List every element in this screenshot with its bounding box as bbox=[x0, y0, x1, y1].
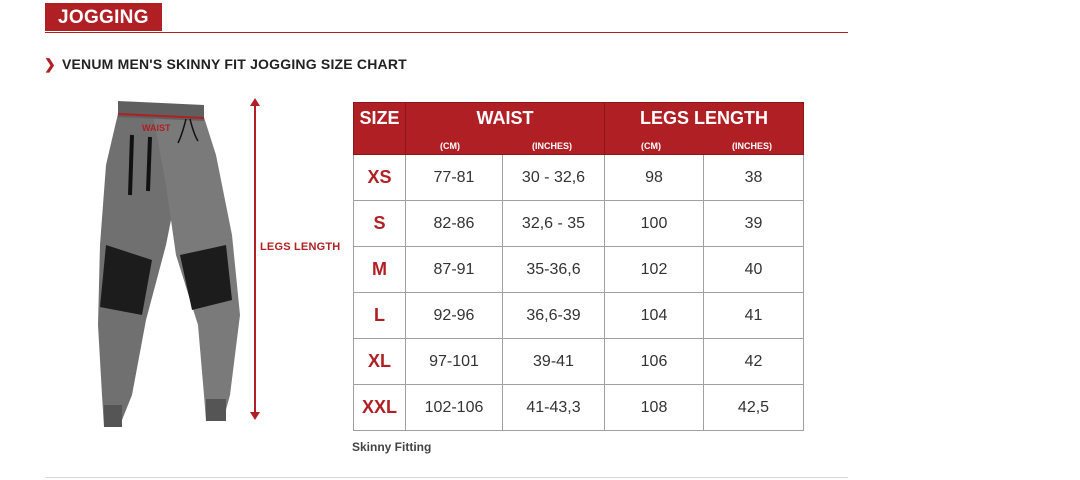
size-cell: XL bbox=[354, 339, 406, 385]
table-row bbox=[354, 247, 804, 293]
chevron-right-icon: ❯ bbox=[44, 56, 56, 72]
table-row bbox=[354, 201, 804, 247]
legs-cm-unit: (CM) bbox=[641, 141, 661, 151]
size-table bbox=[353, 102, 804, 431]
size-cell: XXL bbox=[354, 385, 406, 431]
waist-inches-cell: 41-43,3 bbox=[503, 385, 605, 431]
jogging-pants-image bbox=[80, 95, 250, 435]
waist-cm-unit: (CM) bbox=[440, 141, 460, 151]
size-cell: XS bbox=[354, 155, 406, 201]
table-row bbox=[354, 385, 804, 431]
chart-title-text: VENUM MEN'S SKINNY FIT JOGGING SIZE CHART bbox=[61, 56, 407, 72]
table-row bbox=[354, 339, 804, 385]
waist-inches-cell: 35-36,6 bbox=[503, 247, 605, 293]
section-header bbox=[45, 3, 848, 33]
legs-cm-cell: 106 bbox=[605, 339, 704, 385]
legs-inches-cell: 40 bbox=[704, 247, 804, 293]
chart-title bbox=[44, 56, 407, 73]
legs-header-label: LEGS LENGTH bbox=[639, 108, 768, 128]
table-row bbox=[354, 155, 804, 201]
legs-cm-cell: 102 bbox=[605, 247, 704, 293]
pants-cuff-right bbox=[206, 399, 226, 421]
size-cell: L bbox=[354, 293, 406, 339]
footer-divider bbox=[45, 477, 848, 478]
legs-cm-cell: 100 bbox=[605, 201, 704, 247]
legs-length-dimension-line bbox=[254, 101, 256, 417]
legs-inches-cell: 38 bbox=[704, 155, 804, 201]
pants-zip-left bbox=[130, 135, 132, 195]
size-cell: S bbox=[354, 201, 406, 247]
pants-zip-right bbox=[148, 137, 150, 191]
pants-cuff-left bbox=[104, 405, 122, 427]
waist-cm-cell: 92-96 bbox=[406, 293, 503, 339]
legs-header bbox=[605, 103, 804, 155]
legs-length-arrow-down-icon bbox=[250, 412, 260, 420]
table-row bbox=[354, 293, 804, 339]
legs-inches-cell: 42,5 bbox=[704, 385, 804, 431]
waist-header-label: WAIST bbox=[476, 108, 534, 128]
waist-inches-cell: 36,6-39 bbox=[503, 293, 605, 339]
waist-header bbox=[406, 103, 605, 155]
size-header: SIZE bbox=[354, 103, 406, 155]
waist-cm-cell: 82-86 bbox=[406, 201, 503, 247]
legs-length-label: LEGS LENGTH bbox=[260, 241, 341, 253]
section-tab-jogging: JOGGING bbox=[45, 3, 162, 31]
legs-inches-cell: 39 bbox=[704, 201, 804, 247]
waist-measure-label: WAIST bbox=[142, 123, 171, 133]
pants-knee-panel-right bbox=[180, 245, 232, 310]
waist-cm-cell: 87-91 bbox=[406, 247, 503, 293]
waist-inches-cell: 32,6 - 35 bbox=[503, 201, 605, 247]
size-cell: M bbox=[354, 247, 406, 293]
fit-note: Skinny Fitting bbox=[352, 440, 432, 454]
waist-inches-cell: 30 - 32,6 bbox=[503, 155, 605, 201]
legs-inches-cell: 42 bbox=[704, 339, 804, 385]
waist-inches-cell: 39-41 bbox=[503, 339, 605, 385]
waist-inches-unit: (INCHES) bbox=[532, 141, 572, 151]
legs-cm-cell: 108 bbox=[605, 385, 704, 431]
legs-cm-cell: 98 bbox=[605, 155, 704, 201]
waist-cm-cell: 97-101 bbox=[406, 339, 503, 385]
waist-cm-cell: 77-81 bbox=[406, 155, 503, 201]
waist-cm-cell: 102-106 bbox=[406, 385, 503, 431]
legs-inches-unit: (INCHES) bbox=[732, 141, 772, 151]
table-header-row bbox=[354, 103, 804, 155]
legs-cm-cell: 104 bbox=[605, 293, 704, 339]
legs-inches-cell: 41 bbox=[704, 293, 804, 339]
